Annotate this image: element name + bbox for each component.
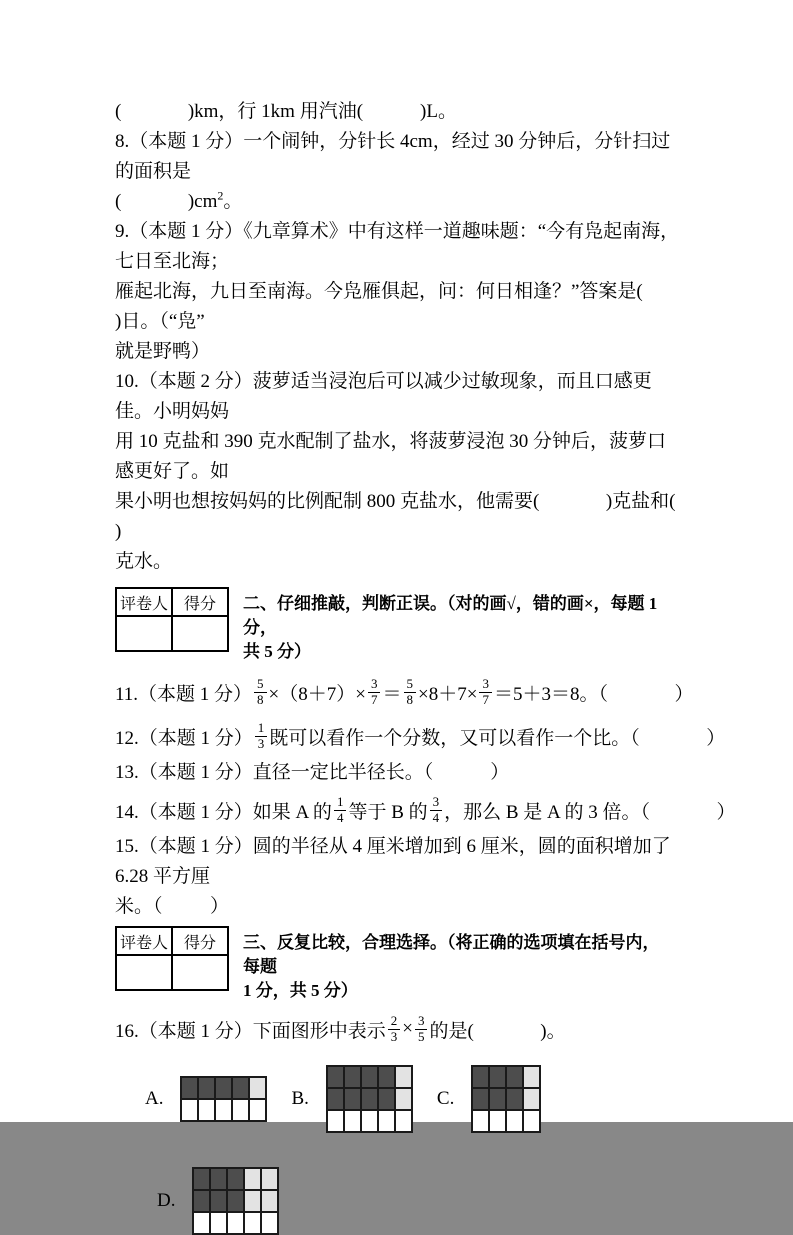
fraction-3-4: $\frac{3}{4}$ <box>430 795 443 826</box>
fraction-5-8: $\frac{5}{8}$ <box>254 677 267 708</box>
question-16 <box>115 1009 680 1049</box>
grid-cell-dark <box>490 1067 505 1087</box>
grid-cell-white <box>199 1100 214 1120</box>
question-9-line-1: 9.（本题 1 分）《九章算术》中有这样一道趣味题：“今有凫起南海，七日至北海； <box>115 221 680 272</box>
grid-cell-dark <box>194 1169 209 1189</box>
grid-cell-dark <box>507 1067 522 1087</box>
q14-text-2: 等于 B 的 <box>348 801 428 823</box>
score-table-score-cell-empty <box>172 955 228 990</box>
score-table-section-3 <box>115 926 229 991</box>
fraction-1-4: $\frac{1}{4}$ <box>334 795 347 826</box>
fraction-1-3: $\frac{1}{3}$ <box>255 721 268 752</box>
grid-cell-dark <box>490 1089 505 1109</box>
grid-cell-light <box>524 1067 539 1087</box>
question-10-line-2: 用 10 克盐和 390 克水配制了盐水，将菠萝浸泡 30 分钟后，菠萝口感更好了。如 <box>115 431 667 482</box>
grid-cell-dark <box>211 1169 226 1189</box>
question-10-line-4: 克水。 <box>115 551 173 572</box>
grid-cell-light <box>262 1191 277 1211</box>
grid-cell-white <box>396 1111 411 1131</box>
grid-cell-white <box>524 1111 539 1131</box>
fraction-5-8: $\frac{5}{8}$ <box>404 677 417 708</box>
section-3-score-block <box>115 926 680 1003</box>
grid-cell-dark <box>233 1078 248 1098</box>
grid-cell-white <box>362 1111 377 1131</box>
grid-cell-light <box>262 1169 277 1189</box>
question-10-line-1: 10.（本题 2 分）菠萝适当浸泡后可以减少过敏现象，而且口感更佳。小明妈妈 <box>115 371 652 422</box>
fraction-3-7: $\frac{3}{7}$ <box>479 677 492 708</box>
question-15-line-1: 15.（本题 1 分）圆的半径从 4 厘米增加到 6 厘米，圆的面积增加了 6.28 平方厘 <box>115 836 676 887</box>
grid-cell-light <box>245 1191 260 1211</box>
score-table-grader-cell-empty <box>116 955 172 990</box>
grid-cell-dark <box>328 1067 343 1087</box>
option-d-grid <box>192 1167 279 1235</box>
grid-cell-dark <box>228 1169 243 1189</box>
grid-cell-light <box>396 1089 411 1109</box>
grid-cell-dark <box>345 1089 360 1109</box>
grid-cell-light <box>396 1067 411 1087</box>
score-table-section-2 <box>115 587 229 652</box>
grid-cell-white <box>233 1100 248 1120</box>
score-table-grader-header: 评卷人 <box>116 927 172 955</box>
question-9-line-2: 雁起北海，九日至南海。今凫雁俱起，问：何日相逢？”答案是( )日。（“凫” <box>115 281 719 332</box>
grid-cell-white <box>228 1213 243 1233</box>
q11-text-2: ×（8＋7）× <box>268 683 366 705</box>
grid-cell-white <box>379 1111 394 1131</box>
score-table-grader-cell-empty <box>116 616 172 651</box>
question-13: 13.（本题 1 分）直径一定比半径长。（ ） <box>115 762 510 783</box>
grid-cell-dark <box>362 1067 377 1087</box>
grid-cell-white <box>182 1100 197 1120</box>
grid-cell-dark <box>379 1089 394 1109</box>
question-10-line-3: 果小明也想按妈妈的比例配制 800 克盐水，他需要( )克盐和( ) <box>115 491 723 542</box>
q16-text-1: 16.（本题 1 分）下面图形中表示 <box>115 1020 386 1042</box>
exam-content <box>115 97 736 1235</box>
grid-cell-white <box>262 1213 277 1233</box>
question-15-line-2: 米。（ ） <box>115 896 230 917</box>
grid-cell-light <box>524 1089 539 1109</box>
grid-cell-dark <box>345 1067 360 1087</box>
grid-cell-dark <box>228 1191 243 1211</box>
section-3-title-line-2: 1 分，共 5 分） <box>243 981 358 1000</box>
q11-text-1: 11.（本题 1 分） <box>115 683 253 705</box>
option-a <box>145 1076 267 1122</box>
grid-cell-white <box>216 1100 231 1120</box>
option-a-label: A. <box>145 1088 164 1109</box>
grid-cell-white <box>328 1111 343 1131</box>
grid-cell-light <box>245 1169 260 1189</box>
option-d <box>157 1167 279 1235</box>
options-row-d <box>157 1167 680 1235</box>
grid-cell-dark <box>182 1078 197 1098</box>
grid-cell-white <box>345 1111 360 1131</box>
grid-cell-white <box>250 1100 265 1120</box>
grid-cell-dark <box>362 1089 377 1109</box>
question-12 <box>115 714 726 758</box>
score-table-grader-header: 评卷人 <box>116 588 172 616</box>
q11-text-5: ＝5＋3＝8。（ ） <box>493 683 694 705</box>
fraction-3-5: $\frac{3}{5}$ <box>415 1014 428 1045</box>
question-11 <box>115 670 694 714</box>
q11-text-3: ＝ <box>382 683 402 705</box>
grid-cell-white <box>211 1213 226 1233</box>
q14-text-1: 14.（本题 1 分）如果 A 的 <box>115 801 332 823</box>
q8-superscript: 2 <box>217 188 224 203</box>
grid-cell-dark <box>199 1078 214 1098</box>
section-2-title-line-1: 二、仔细推敲，判断正误。（对的画√，错的画×，每题 1 分， <box>243 594 658 637</box>
score-table-score-header: 得分 <box>172 927 228 955</box>
option-d-label: D. <box>157 1190 176 1211</box>
option-b-grid <box>326 1065 413 1133</box>
grid-cell-white <box>194 1213 209 1233</box>
grid-cell-white <box>245 1213 260 1233</box>
q12-text-2: 既可以看作一个分数，又可以看作一个比。（ ） <box>269 727 726 749</box>
grid-cell-dark <box>211 1191 226 1211</box>
grid-cell-light <box>250 1078 265 1098</box>
grid-cell-white <box>490 1111 505 1131</box>
q16-text-2: × <box>402 1018 413 1039</box>
grid-cell-dark <box>473 1089 488 1109</box>
fraction-3-7: $\frac{3}{7}$ <box>368 677 381 708</box>
option-c <box>437 1065 541 1133</box>
option-c-grid <box>471 1065 541 1133</box>
q8-suffix: 。 <box>223 191 243 212</box>
grid-cell-white <box>507 1111 522 1131</box>
score-table-score-cell-empty <box>172 616 228 651</box>
question-8-text: 8.（本题 1 分）一个闹钟，分针长 4cm，经过 30 分钟后，分针扫过的面积是 <box>115 131 671 182</box>
q14-text-3: ，那么 B 是 A 的 3 倍。（ ） <box>444 801 736 823</box>
grid-cell-dark <box>194 1191 209 1211</box>
section-2-title-line-2: 共 5 分） <box>243 642 311 661</box>
option-b-label: B. <box>291 1088 309 1109</box>
grid-cell-dark <box>379 1067 394 1087</box>
option-a-grid <box>180 1076 267 1122</box>
grid-cell-white <box>473 1111 488 1131</box>
question-7-continuation: ( )km，行 1km 用汽油( )L。 <box>115 101 457 122</box>
question-14 <box>115 788 736 832</box>
section-3-title-line-1: 三、反复比较，合理选择。（将正确的选项填在括号内，每题 <box>243 933 660 976</box>
score-table-score-header: 得分 <box>172 588 228 616</box>
section-2-title <box>243 587 673 664</box>
grid-cell-dark <box>328 1089 343 1109</box>
q8-blank-prefix: ( )cm <box>115 191 218 212</box>
option-b <box>291 1065 412 1133</box>
q12-text-1: 12.（本题 1 分） <box>115 727 253 749</box>
q16-text-3: 的是( )。 <box>429 1020 566 1042</box>
section-2-score-block <box>115 587 680 664</box>
options-row-abc <box>145 1065 680 1133</box>
option-c-label: C. <box>436 1088 455 1109</box>
section-3-title <box>243 926 673 1003</box>
question-9-line-3: 就是野鸭） <box>115 341 211 362</box>
grid-cell-dark <box>507 1089 522 1109</box>
q11-text-4: ×8＋7× <box>418 683 478 705</box>
grid-cell-dark <box>216 1078 231 1098</box>
question-8-blank-line <box>115 187 680 217</box>
fraction-2-3: $\frac{2}{3}$ <box>388 1014 401 1045</box>
grid-cell-dark <box>473 1067 488 1087</box>
